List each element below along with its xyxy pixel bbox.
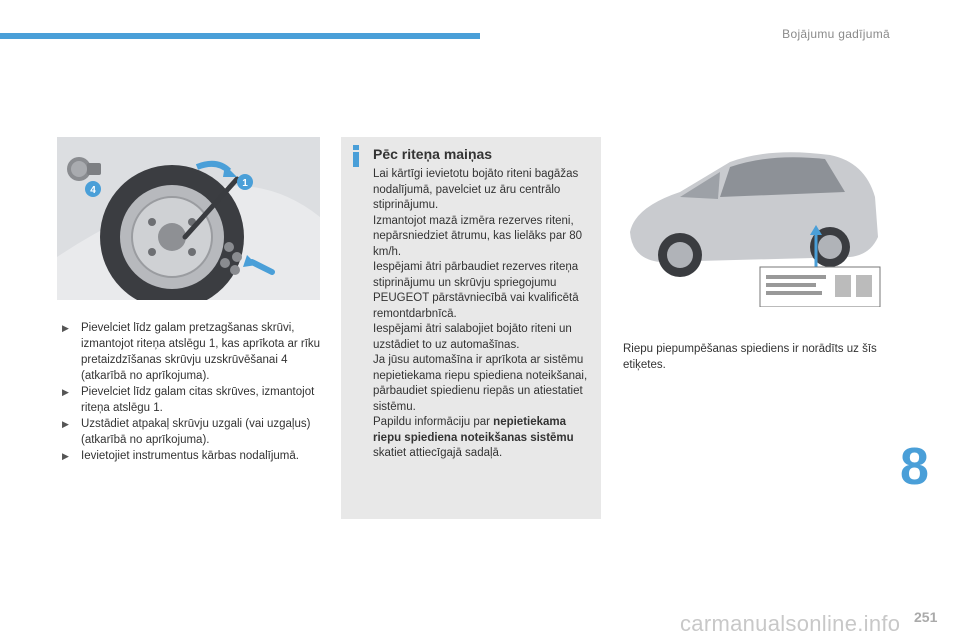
info-icon: [351, 145, 361, 167]
info-paragraph: Iespējami ātri salabojiet bojāto riteni un uzstādiet to uz automašīnas.: [373, 323, 572, 351]
info-last-suffix: skatiet attiecīgajā sadaļā.: [373, 447, 503, 459]
tyre-pressure-label-icon: [760, 267, 880, 307]
info-body: [373, 167, 595, 462]
info-paragraph: Ja jūsu automašīna ir aprīkota ar sistēmu nepietiekama riepu spiediena noteikšanai, pārbaudiet spiedienu riepās un atiestatiet sistēmu.: [373, 354, 588, 413]
header-accent-bar: [0, 33, 480, 39]
callout-4-label: 4: [90, 185, 96, 196]
page-number: 251: [914, 609, 938, 625]
info-paragraph: Izmantojot mazā izmēra rezerves riteni, nepārsniedziet ātrumu, kas lielāks par 80 km/h.: [373, 214, 583, 258]
step-text: Pievelciet līdz galam citas skrūves, izmantojot riteņa atslēgu 1.: [81, 386, 315, 414]
step-text: Uzstādiet atpakaļ skrūvju uzgali (vai uzgaļus) (atkarībā no aprīkojuma).: [81, 418, 311, 446]
list-item: [62, 448, 332, 464]
bullet-icon: ▶: [62, 323, 69, 333]
section-title: Bojājumu gadījumā: [782, 27, 890, 41]
list-item: [62, 416, 332, 448]
wheel-change-illustration: [57, 137, 320, 300]
instruction-steps: [62, 320, 332, 464]
bullet-icon: ▶: [62, 451, 69, 461]
info-last-bold: nepietiekama riepu spiediena noteikšanas sistēmu: [373, 416, 574, 444]
list-item: [62, 320, 332, 384]
info-paragraph-last: [373, 415, 595, 462]
chapter-number: 8: [900, 438, 929, 496]
car-icon: [630, 152, 878, 277]
info-title: Pēc riteņa maiņas: [373, 146, 493, 162]
bullet-icon: ▶: [62, 419, 69, 429]
info-box: [341, 137, 601, 519]
step-text: Pievelciet līdz galam pretzagšanas skrūvi, izmantojot riteņa atslēgu 1, kas aprīkota ar rīku pretaizdzīšanas skrūvju uzskrūvēšanai 4 (atkarībā no aprīkojuma).: [81, 322, 321, 382]
callout-1-label: 1: [242, 178, 248, 189]
bullet-icon: ▶: [62, 387, 69, 397]
list-item: [62, 384, 332, 416]
step-text: Ievietojiet instrumentus kārbas nodalījumā.: [81, 450, 299, 462]
car-label-caption: Riepu piepumpēšanas spiediens ir norādīts uz šīs etiķetes.: [623, 343, 877, 371]
info-paragraph: Lai kārtīgi ievietotu bojāto riteni bagāžas nodalījumā, pavelciet uz āru centrālo stiprinājumu.: [373, 168, 579, 211]
watermark: carmanualsonline.info: [680, 611, 901, 636]
car-label-illustration: [620, 137, 885, 307]
info-paragraph: Iespējami ātri pārbaudiet rezerves riteņa stiprinājumu un skrūvju spriegojumu PEUGEOT pārstāvniecībā vai kvalificētā remontdarbnīcā.: [373, 261, 579, 320]
info-last-prefix: Papildu informāciju par: [373, 416, 494, 428]
